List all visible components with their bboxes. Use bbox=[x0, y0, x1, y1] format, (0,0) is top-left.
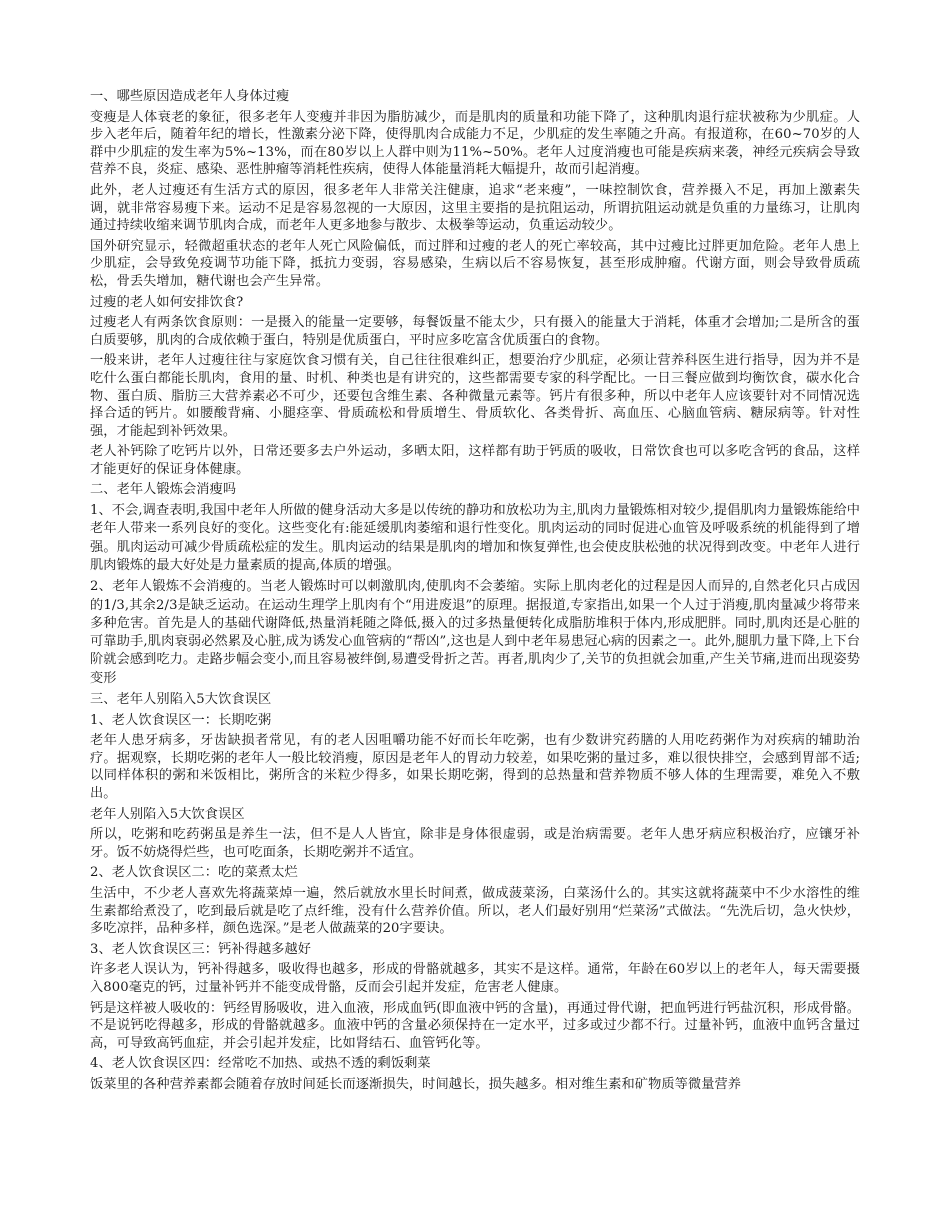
document-page bbox=[90, 88, 860, 1097]
section-heading: 二、老年人锻炼会消瘦吗 bbox=[90, 482, 237, 498]
section-heading: 3、老人饮食误区三：钙补得越多越好 bbox=[90, 941, 312, 957]
section-heading: 4、老人饮食误区四：经常吃不加热、或热不透的剩饭剩菜 bbox=[90, 1056, 431, 1072]
section-heading: 老年人别陷入5大饮食误区 bbox=[90, 806, 245, 822]
section-heading: 一、哪些原因造成老年人身体过瘦 bbox=[90, 89, 290, 104]
body-paragraph: 变瘦是人体衰老的象征，很多老年人变瘦并非因为脂肪减少，而是肌肉的质量和功能下降了，这种肌肉退行症状被称为少肌症。人步入老年后，随着年纪的增长，性激素分泌下降，使得肌肉合成能力不足，少肌症的发生率随之升高。有报道称，在60~70岁的人群中少肌症的发生率为5%~13%，而在80岁以上人群中则为11%~50%。老年人过度消瘦也可能是疾病来袭，神经元疾病会导致营养不良，炎症、感染、恶性肿瘤等消耗性疾病，使得人体能量消耗大幅提升，故而引起消瘦。 bbox=[90, 109, 860, 178]
body-paragraph: 过瘦老人有两条饮食原则：一是摄入的能量一定要够，每餐饭量不能太少，只有摄入的能量大于消耗，体重才会增加;二是所含的蛋白质要够，肌肉的合成依赖于蛋白，特别是优质蛋白，平时应多吃富含优质蛋白的食物。 bbox=[90, 315, 860, 348]
section-heading: 1、老人饮食误区一：长期吃粥 bbox=[90, 712, 272, 728]
body-paragraph: 一般来讲，老年人过瘦往往与家庭饮食习惯有关，自己往往很难纠正，想要治疗少肌症，必须让营养科医生进行指导，因为并不是吃什么蛋白都能长肌肉，食用的量、时机、种类也是有讲究的，这些都需要专家的科学配比。一日三餐应做到均衡饮食，碳水化合物、蛋白质、脂肪三大营养素必不可少，还要包含维生素、各种微量元素等。钙片有很多种，所以中老年人应该要针对不同情况选择合适的钙片。如腰酸背痛、小腿痉挛、骨质疏松和骨质增生、骨质软化、各类骨折、高血压、心脑血管病、糖尿病等。针对性强，才能起到补钙效果。 bbox=[90, 353, 860, 439]
section-heading: 过瘦的老人如何安排饮食? bbox=[90, 294, 244, 310]
body-paragraph: 钙是这样被人吸收的：钙经胃肠吸收，进入血液，形成血钙(即血液中钙的含量)，再通过骨代谢，把血钙进行钙盐沉积，形成骨骼。不是说钙吃得越多，形成的骨骼就越多。血液中钙的含量必须保持在一定水平，过多或过少都不行。过量补钙，血液中血钙含量过高，可导致高钙血症，并会引起并发症，比如肾结石、血管钙化等。 bbox=[90, 1000, 860, 1051]
body-paragraph: 老年人患牙病多，牙齿缺损者常见，有的老人因咀嚼功能不好而长年吃粥，也有少数讲究药膳的人用吃药粥作为对疾病的辅助治疗。据观察，长期吃粥的老年人一般比较消瘦，原因是老年人的胃动力较差，如果吃粥的量过多，难以很快排空，会感到胃部不适;以同样体积的粥和米饭相比，粥所含的米粒少得多，如果长期吃粥，得到的总热量和营养物质不够人体的生理需要，难免入不敷出。 bbox=[90, 733, 860, 801]
body-paragraph: 此外，老人过瘦还有生活方式的原因，很多老年人非常关注健康，追求“老来瘦”，一味控制饮食，营养摄入不足，再加上激素失调，就非常容易瘦下来。运动不足是容易忽视的一大原因，这里主要指的是抗阻运动，所谓抗阻运动就是负重的力量练习，让肌肉通过持续收缩来调节肌肉合成，而老年人更多地参与散步、太极拳等运动，负重运动较少。 bbox=[90, 182, 860, 234]
body-paragraph: 所以，吃粥和吃药粥虽是养生一法，但不是人人皆宜，除非是身体很虚弱，或是治病需要。老年人患牙病应积极治疗，应镶牙补牙。饭不妨烧得烂些，也可吃面条，长期吃粥并不适宜。 bbox=[90, 827, 860, 860]
body-paragraph: 国外研究显示，轻微超重状态的老年人死亡风险偏低，而过胖和过瘦的老人的死亡率较高，其中过瘦比过胖更加危险。老年人患上少肌症，会导致免疫调节功能下降，抵抗力变弱，容易感染，生病以后不容易恢复，甚至形成肿瘤。代谢方面，则会导致骨质疏松，骨丢失增加，糖代谢也会产生异常。 bbox=[90, 238, 860, 289]
section-heading: 2、老人饮食误区二：吃的菜煮太烂 bbox=[90, 865, 298, 881]
section-heading: 三、老年人别陷入5大饮食误区 bbox=[90, 692, 272, 708]
body-paragraph: 2、老年人锻炼不会消瘦的。当老人锻炼时可以刺激肌肉,使肌肉不会萎缩。实际上肌肉老化的过程是因人而异的,自然老化只占成因的1/3,其余2/3是缺乏运动。在运动生理学上肌肉有个“用进废退”的原理。据报道,专家指出,如果一个人过于消瘦,肌肉量减少将带来多种危害。首先是人的基础代谢降低,热量消耗随之降低,摄入的过多热量便转化成脂肪堆积于体内,形成肥胖。同时,肌肉还是心脏的可靠助手,肌肉衰弱必然累及心脏,成为诱发心血管病的“帮凶”,这也是人到中老年易患冠心病的因素之一。此外,腿肌力量下降,上下台阶就会感到吃力。走路步幅会变小,而且容易被绊倒,易遭受骨折之苦。再者,肌肉少了,关节的负担就会加重,产生关节痛,进而出现姿势变形 bbox=[90, 579, 860, 686]
body-paragraph: 1、不会,调查表明,我国中老年人所做的健身活动大多是以传统的静功和放松功为主,肌肉力量锻炼相对较少,提倡肌肉力量锻炼能给中老年人带来一系列良好的变化。这些变化有:能延缓肌肉萎缩和退行性变化。肌肉运动的同时促进心血管及呼吸系统的机能得到了增强。肌肉运动可减少骨质疏松症的发生。肌肉运动的结果是肌肉的增加和恢复弹性,也会使皮肤松弛的状况得到改变。中老年人进行肌肉锻炼的最大好处是力量素质的提高,体质的增强。 bbox=[90, 503, 860, 573]
body-paragraph: 许多老人误认为，钙补得越多，吸收得也越多，形成的骨骼就越多，其实不是这样。通常，年龄在60岁以上的老年人，每天需要摄入800毫克的钙，过量补钙并不能变成骨骼，反而会引起并发症，危害老人健康。 bbox=[90, 962, 860, 995]
body-paragraph: 生活中，不少老人喜欢先将蔬菜焯一遍，然后就放水里长时间煮，做成菠菜汤，白菜汤什么的。其实这就将蔬菜中不少水溶性的维生素都给煮没了，吃到最后就是吃了点纤维，没有什么营养价值。所以，老人们最好别用“烂菜汤”式做法。“先洗后切，急火快炒，多吃凉拌，品种多样，颜色选深。”是老人做蔬菜的20字要诀。 bbox=[90, 885, 860, 937]
body-paragraph: 老人补钙除了吃钙片以外，日常还要多去户外运动，多晒太阳，这样都有助于钙质的吸收，日常饮食也可以多吃含钙的食品，这样才能更好的保证身体健康。 bbox=[90, 444, 860, 477]
body-paragraph: 饭菜里的各种营养素都会随着存放时间延长而逐渐损失，时间越长，损失越多。相对维生素和矿物质等微量营养 bbox=[90, 1076, 742, 1092]
